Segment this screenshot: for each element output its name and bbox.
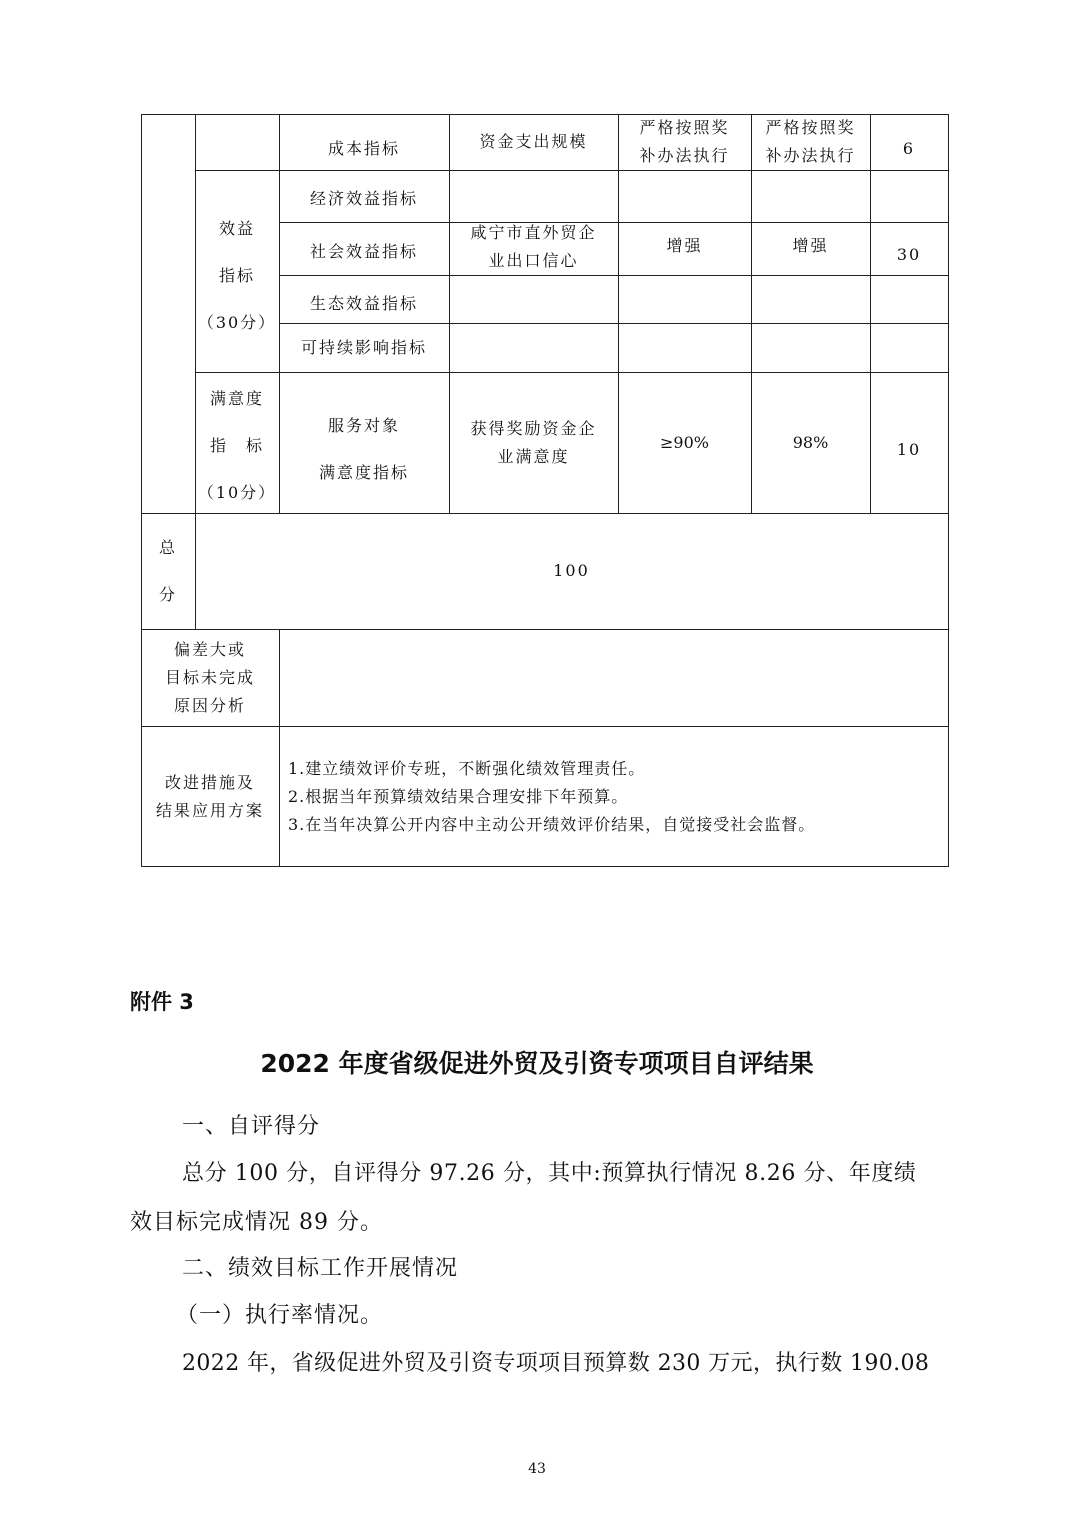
improve-label-line: 结果应用方案 [155, 801, 264, 820]
deviation-label-line: 目标未完成 [164, 667, 255, 687]
cost-indicator-cell [279, 128, 449, 170]
cost-score-cell [870, 128, 948, 170]
total-value: 100 [553, 561, 590, 580]
satisfaction-label-line: 指 标 [209, 435, 264, 455]
economic-cell [279, 176, 449, 222]
improve-items-cell [288, 742, 943, 852]
page-number: 43 [528, 1461, 546, 1477]
benefit-label-line: （30分） [197, 312, 277, 332]
cost-target-line: 严格按照奖 [639, 118, 730, 137]
improve-item: 3.在当年决算公开内容中主动公开绩效评价结果，自觉接受社会监督。 [288, 815, 816, 834]
section2-paragraph-line1: 2022 年，省级促进外贸及引资专项项目预算数 230 万元，执行数 190.08 [182, 1351, 930, 1376]
improve-item: 2.根据当年预算绩效结果合理安排下年预算。 [288, 787, 629, 806]
satisfaction-label-line: 满意度 [209, 388, 264, 408]
total-label-line: 分 [158, 585, 177, 604]
satisfaction-target-cell [618, 372, 751, 513]
social-target: 增强 [666, 236, 703, 255]
service-line: 服务对象 [327, 416, 400, 435]
improve-label-line: 改进措施及 [164, 773, 255, 792]
social-target-cell [618, 222, 751, 270]
cost-target-cell [618, 114, 751, 170]
section1-paragraph-line2: 效目标完成情况 89 分。 [130, 1210, 383, 1235]
fund-scale-label: 资金支出规模 [479, 132, 588, 151]
section1-paragraph-line1: 总分 100 分，自评得分 97.26 分，其中:预算执行情况 8.26 分、年度绩 [182, 1161, 917, 1186]
cost-indicator-label: 成本指标 [327, 139, 400, 158]
social-content-line: 业出口信心 [488, 250, 579, 270]
service-line: 满意度指标 [318, 463, 409, 482]
deviation-label-line: 偏差大或 [173, 639, 246, 659]
deviation-label-line: 原因分析 [173, 695, 246, 715]
fund-scale-cell [449, 114, 618, 170]
benefit-score-cell [870, 232, 948, 278]
sustain-label: 可持续影响指标 [300, 338, 427, 357]
social-label: 社会效益指标 [309, 241, 418, 261]
satisfaction-target: ≥90% [660, 432, 709, 452]
cost-actual-line: 严格按照奖 [765, 118, 856, 137]
satisfaction-actual: 98% [792, 432, 829, 452]
satisfaction-label-cell [195, 377, 279, 513]
section1-heading: 一、自评得分 [182, 1114, 321, 1139]
social-content-line: 咸宁市直外贸企 [470, 222, 597, 242]
satisfaction-content-cell [449, 372, 618, 513]
cost-actual-cell [751, 114, 870, 170]
deviation-label-cell [141, 629, 279, 726]
cost-score: 6 [902, 139, 916, 158]
total-label-line: 总 [158, 538, 177, 557]
improve-item: 1.建立绩效评价专班，不断强化绩效管理责任。 [288, 759, 646, 778]
social-content-cell [449, 218, 618, 275]
document-title: 2022 年度省级促进外贸及引资专项项目自评结果 [260, 1049, 814, 1078]
satisfaction-content-line: 业满意度 [497, 446, 570, 466]
satisfaction-score-cell [870, 382, 948, 518]
total-label-cell [141, 513, 195, 629]
benefit-label-cell [195, 205, 279, 345]
benefit-label-line: 效益 [218, 218, 255, 238]
benefit-score: 30 [896, 245, 922, 264]
satisfaction-label-line: （10分） [197, 482, 277, 502]
service-cell [279, 378, 449, 520]
improve-label-cell [141, 742, 279, 852]
social-cell [279, 228, 449, 275]
cost-actual-line: 补办法执行 [765, 146, 856, 165]
benefit-label-line: 指标 [218, 265, 255, 285]
satisfaction-score: 10 [896, 440, 922, 459]
social-actual-cell [751, 222, 870, 270]
satisfaction-actual-cell [751, 372, 870, 513]
cost-target-line: 补办法执行 [639, 146, 730, 165]
sustain-cell [279, 325, 449, 371]
attachment-label: 附件 3 [130, 990, 194, 1014]
sub1-heading: （一）执行率情况。 [176, 1303, 384, 1328]
ecology-label: 生态效益指标 [309, 294, 418, 313]
economic-label: 经济效益指标 [309, 189, 418, 208]
social-actual: 增强 [792, 236, 829, 255]
satisfaction-content-line: 获得奖励资金企 [470, 418, 597, 438]
total-value-cell [195, 513, 948, 629]
ecology-cell [279, 281, 449, 327]
section2-heading: 二、绩效目标工作开展情况 [182, 1256, 459, 1281]
